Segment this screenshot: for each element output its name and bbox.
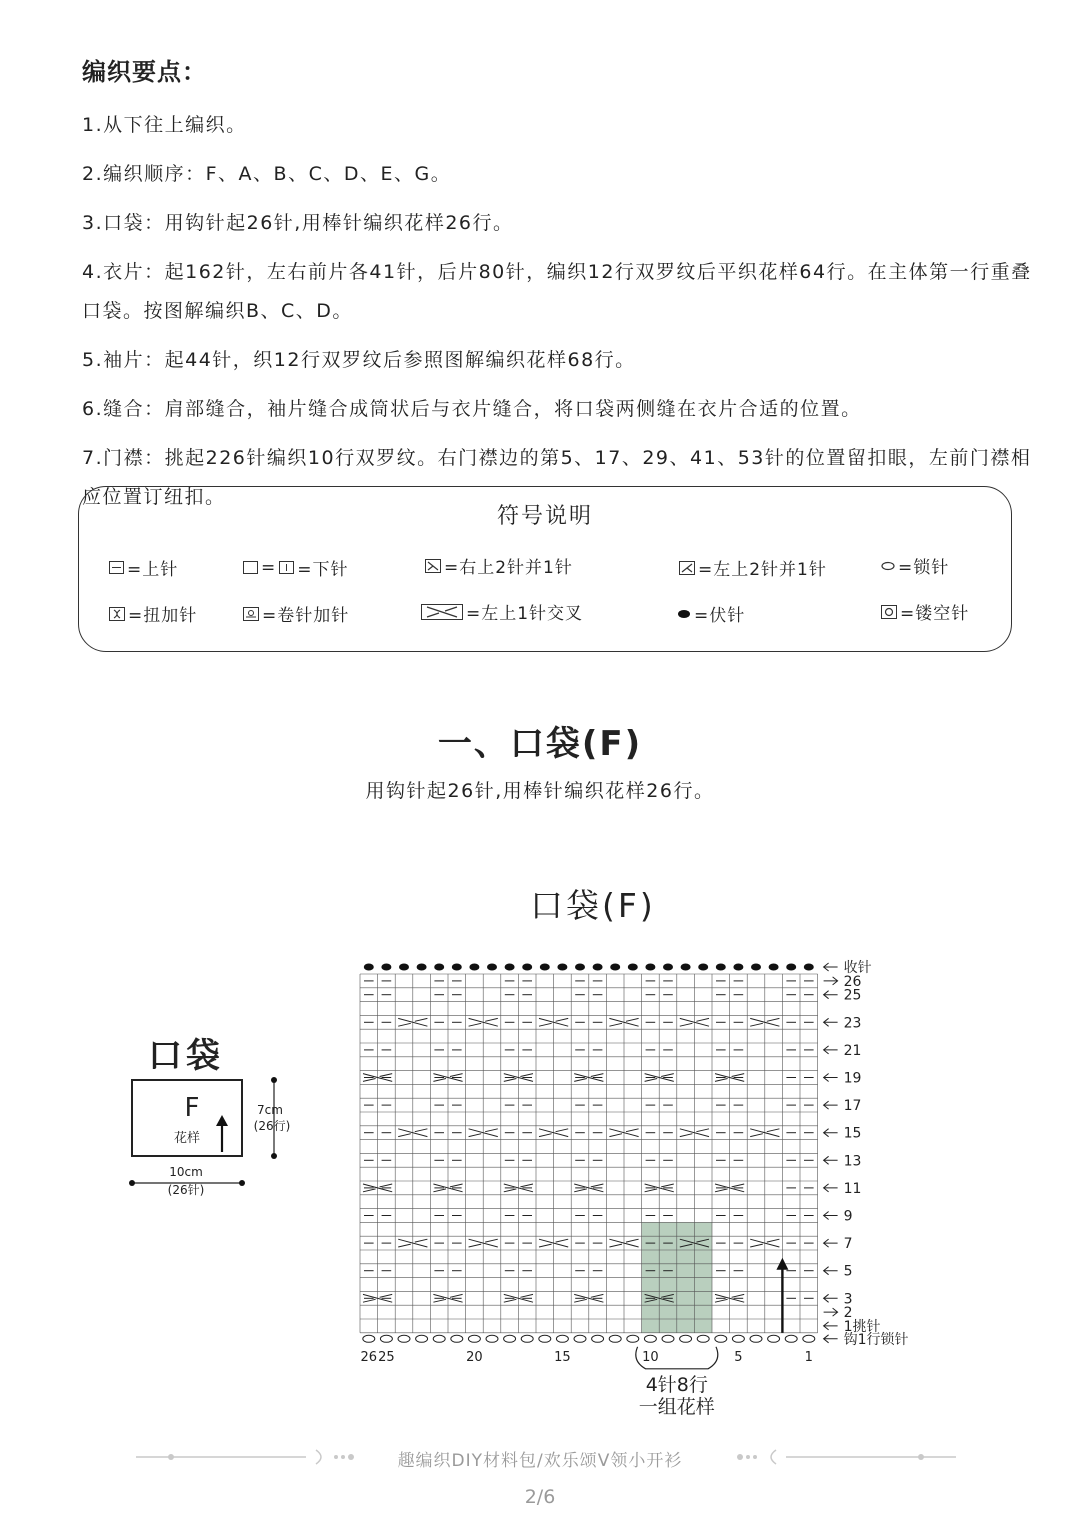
bind-off-dot [540,964,550,971]
instruction-step: 3.口袋：用钩针起26针,用棒针编织花样26行。 [82,212,514,234]
legend-item-left-cross: =左上1针交叉 [421,599,583,624]
row-label: 25 [843,987,862,1004]
chain-oval [750,1335,762,1342]
column-label: 5 [734,1349,743,1365]
chain-oval [539,1335,551,1342]
yarn-over-icon [881,605,897,619]
chain-oval [662,1335,674,1342]
chain-oval [504,1335,516,1342]
notes-heading: 编织要点： [82,58,207,86]
bind-off-icon [677,609,691,619]
column-label: 26 [360,1349,378,1365]
page-number: 2/6 [524,1486,556,1508]
twist-increase-icon [109,607,125,621]
arrow-left-icon [824,1018,838,1026]
bind-off-dot [698,964,708,971]
chain-oval [468,1335,480,1342]
row-label: 21 [843,1042,862,1059]
instruction-step: 5.袖片：起44针，织12行双罗纹后参照图解编织花样68行。 [82,349,636,371]
instruction-step: 7.门襟：挑起226针编织10行双罗纹。右门襟边的第5、17、29、41、53针的位置留扣眼，左前门襟相应位置订纽扣。 [82,447,1032,508]
row-label: 3 [843,1291,853,1308]
arrow-right-icon [824,977,838,985]
column-label: 25 [378,1349,395,1365]
chain-oval [521,1335,533,1342]
row-label: 9 [843,1208,853,1225]
left-over-2tog-icon [679,561,695,575]
bind-off-dot [469,964,479,971]
row-label: 26 [843,973,862,990]
chain-oval [768,1335,780,1342]
roll-increase-icon [243,607,259,621]
arrow-left-icon [824,1101,838,1109]
width-cm-label: 10cm [169,1165,203,1179]
chain-oval [697,1335,709,1342]
right-over-2tog-icon [425,559,441,573]
arrow-left-icon [824,1129,838,1137]
chain-oval [592,1335,604,1342]
row-label: 17 [843,1098,862,1115]
legend-item-bind-off: =伏针 [677,601,745,626]
bind-off-dot [381,964,391,971]
row-label: 5 [843,1263,853,1280]
arrow-left-icon [824,1267,838,1275]
legend-item-left-dec: =左上2针并1针 [679,555,827,580]
bind-off-row-label: 收针 [843,960,872,976]
purl-symbol-icon [109,561,124,574]
arrow-right-icon [824,1308,838,1316]
bind-off-dot [522,964,532,971]
instruction-list [82,106,1032,527]
chain-oval [785,1335,797,1342]
chain-oval [433,1335,445,1342]
column-label: 10 [642,1349,659,1365]
arrow-left-icon [824,1322,838,1330]
instruction-step: 6.缝合：肩部缝合，袖片缝合成筒状后与衣片缝合，将口袋两侧缝在衣片合适的位置。 [82,398,862,420]
chain-oval [416,1335,428,1342]
bind-off-dot [751,964,761,971]
arrow-left-icon [824,1335,838,1343]
bind-off-dot [417,964,427,971]
pocket-label: 口袋 [148,1036,224,1076]
legend-item-right-dec: =右上2针并1针 [425,553,573,578]
arrow-left-icon [824,963,838,971]
arrow-left-icon [824,1184,838,1192]
row-label: 23 [843,1015,862,1032]
bind-off-dot [769,964,779,971]
arrow-left-icon [824,1239,838,1247]
bind-off-dot [487,964,497,971]
pocket-pattern-label: 花样 [173,1131,201,1146]
legend-item-purl: =上针 [109,555,178,580]
height-rows-label: (26行) [253,1119,291,1133]
chain-oval [627,1335,639,1342]
chain-oval [574,1335,586,1342]
left-cross-icon [421,604,463,620]
height-cm-label: 7cm [257,1103,283,1117]
arrow-left-icon [824,1294,838,1302]
arrow-left-icon [824,1046,838,1054]
row-label: 2 [843,1305,853,1322]
legend-item-chain: =锁针 [881,553,949,578]
arrow-left-icon [824,1156,838,1164]
chain-oval [486,1335,498,1342]
knit-symbol-icon [279,561,294,574]
row-label: 13 [843,1153,862,1170]
column-label: 20 [466,1349,483,1365]
chain-oval [451,1335,463,1342]
bind-off-dot [434,964,444,971]
pocket-letter: F [184,1093,200,1123]
bind-off-dot [505,964,515,971]
chain-oval [398,1335,410,1342]
instruction-step: 4.衣片：起162针，左右前片各41针，后片80针，编织12行双罗纹后平织花样64行。在主体第一行重叠口袋。按图解编织B、C、D。 [82,261,1032,322]
arrow-left-icon [824,1074,838,1082]
row-label: 7 [843,1236,853,1253]
knitting-chart [330,950,950,1425]
legend-item-roll-inc: =卷针加针 [243,601,349,626]
bind-off-dot [645,964,655,971]
empty-cell-icon [243,561,258,574]
chain-oval [644,1335,656,1342]
instruction-step: 1.从下往上编织。 [82,114,247,136]
bind-off-dot [786,964,796,971]
footer-caption: 趣编织DIY材料包/欢乐颂V领小开衫 [397,1451,683,1471]
chain-oval [556,1335,568,1342]
column-label: 1 [804,1349,813,1365]
chart-title: 口袋(F) [530,886,656,925]
bind-off-dot [804,964,814,971]
instruction-step: 2.编织顺序：F、A、B、C、D、E、G。 [82,163,452,185]
symbol-legend [78,486,1012,652]
bind-off-dot [593,964,603,971]
bind-off-dot [681,964,691,971]
row-label: 15 [843,1125,862,1142]
chain-oval [803,1335,815,1342]
chain-icon [881,561,895,571]
row-label: 11 [843,1180,862,1197]
bind-off-dot [557,964,567,971]
bind-off-dot [364,964,374,971]
row-label: 1挑针 [843,1318,881,1335]
legend-item-knit: = =下针 [243,555,349,580]
chain-oval [680,1335,692,1342]
width-sts-label: (26针) [167,1183,205,1197]
section-subtitle: 用钩针起26针,用棒针编织花样26行。 [365,780,715,802]
legend-item-twist-inc: =扭加针 [109,601,197,626]
repeat-label-2: 一组花样 [638,1395,715,1418]
column-label: 15 [554,1349,571,1365]
pocket-schematic [120,1070,320,1200]
bind-off-dot [452,964,462,971]
bind-off-dot [399,964,409,971]
bind-off-dot [716,964,726,971]
legend-item-yarn-over: =镂空针 [881,599,969,624]
chain-oval [715,1335,727,1342]
bind-off-dot [733,964,743,971]
chain-oval [609,1335,621,1342]
arrow-left-icon [824,991,838,999]
bind-off-dot [575,964,585,971]
section-title: 一、口袋(F) [437,724,643,764]
repeat-label: 4针8行 [645,1373,708,1396]
bind-off-dot [663,964,673,971]
chain-row-label: 钩1行锁针 [843,1331,909,1348]
chain-oval [380,1335,392,1342]
arrow-left-icon [824,1212,838,1220]
legend-title: 符号说明 [496,504,593,529]
chain-oval [732,1335,744,1342]
chain-oval [363,1335,375,1342]
bind-off-dot [610,964,620,971]
row-label: 19 [843,1070,862,1087]
bind-off-dot [628,964,638,971]
